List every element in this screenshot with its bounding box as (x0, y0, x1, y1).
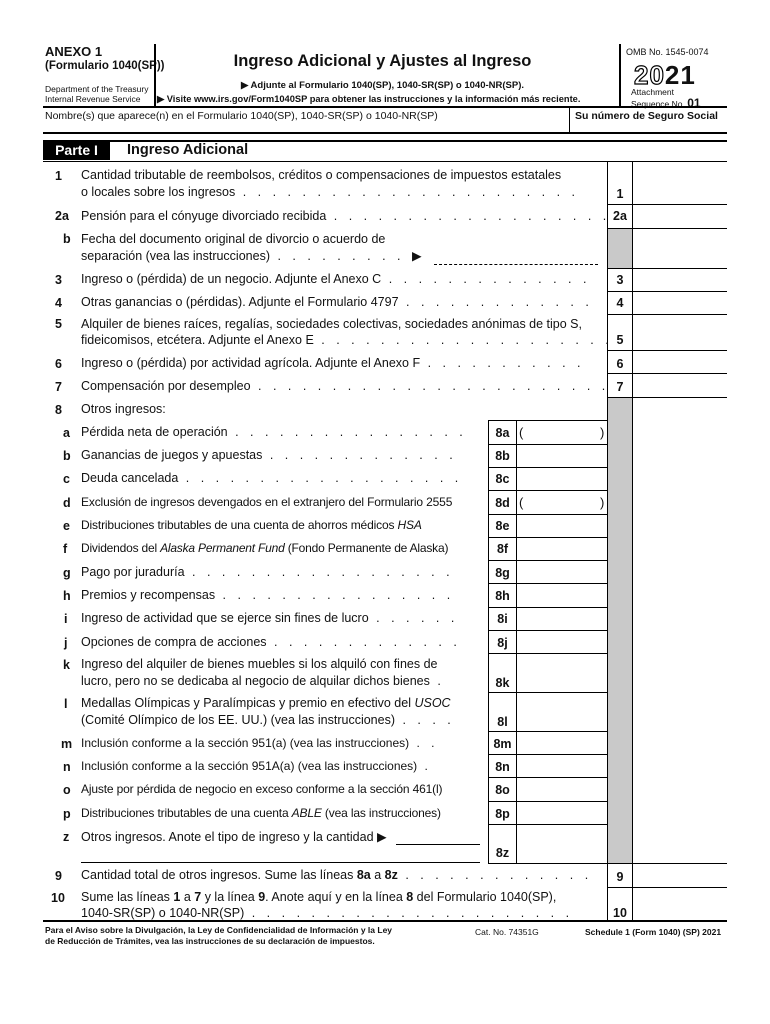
line-8i-label: Ingreso de actividad que se ejerce sin fines de lucro (81, 611, 369, 625)
line-3-box: 3 (616, 273, 624, 287)
line-8z-box: 8z (495, 846, 510, 860)
line-8n-box: 8n (495, 760, 510, 774)
line-8j-box: 8j (497, 636, 508, 650)
line-8b-label: Ganancias de juegos y apuestas (81, 448, 263, 462)
dept-line-1: Department of the Treasury (45, 84, 149, 94)
line-6-text: Ingreso o (pérdida) por actividad agrícola. Adjunte el Anexo F . . . . . . . . . . . (81, 356, 585, 370)
header-instruction-1: ▶ Adjunte al Formulario 1040(SP), 1040-SR(SP) o 1040-NR(SP). (240, 80, 525, 91)
line-8b-letter: b (63, 449, 71, 463)
line-8m-box: 8m (493, 737, 512, 751)
header-instruction-2: ▶ Visite www.irs.gov/Form1040SP para obtener las instrucciones y la información más reciente. (157, 94, 581, 104)
line-10-amount[interactable] (634, 895, 726, 919)
line-6-box: 6 (616, 357, 624, 371)
line-8i-letter: i (64, 612, 68, 626)
sequence-number: 01 (687, 96, 701, 110)
line-8g-amount[interactable] (518, 562, 606, 582)
line-4-box: 4 (616, 296, 624, 310)
line-8l-amount[interactable] (518, 694, 606, 730)
line-8h-text: Premios y recompensas . . . . . . . . . . . . . . . . (81, 588, 455, 602)
line-8k-label: lucro, pero no se dedicaba al negocio de alquilar dichos bienes (81, 674, 430, 688)
ssn-label: Su número de Seguro Social (575, 110, 718, 122)
line-8k-letter: k (63, 658, 70, 672)
line-2a-text: Pensión para el cónyuge divorciado recibida . . . . . . . . . . . . . . . . . . . (81, 209, 611, 223)
line-8e-text (81, 518, 422, 532)
line-4-number: 4 (55, 296, 62, 310)
line-10-label-mid: a (180, 890, 195, 904)
line-8c-text: Deuda cancelada . . . . . . . . . . . . . . . . . . . (81, 471, 463, 485)
line-8c-letter: c (63, 472, 70, 486)
line-6-amount[interactable] (634, 352, 726, 372)
line-10-ref-8: 8 (406, 890, 414, 904)
line-8n-label: Inclusión conforme a la sección 951A(a) (vea las instrucciones) (81, 759, 418, 773)
line-8l-italic: USOC (414, 696, 451, 710)
line-8c-box: 8c (495, 472, 510, 486)
line-8a-amount[interactable] (518, 422, 606, 443)
line-8f-text (81, 541, 448, 555)
line-3-label: Ingreso o (pérdida) de un negocio. Adjunte el Anexo C (81, 272, 382, 286)
line-8p-box: 8p (495, 807, 510, 821)
line-9-ref-8z: 8z (384, 868, 398, 882)
line-8f-label-post: (Fondo Permanente de Alaska) (284, 541, 449, 555)
sequence-text: Sequence No. (631, 99, 685, 109)
line-5-number: 5 (55, 317, 62, 331)
line-2b-text-a: Fecha del documento original de divorcio o acuerdo de (81, 232, 386, 246)
form-id (45, 44, 165, 104)
line-8e-italic: HSA (397, 518, 422, 532)
line-8c-amount[interactable] (518, 469, 606, 489)
line-8f-label: Dividendos del (81, 541, 161, 555)
line-8l-text-a (81, 696, 451, 710)
line-8z-letter: z (63, 830, 70, 844)
line-8p-label-post: (vea las instrucciones) (321, 806, 441, 820)
line-10-ref-9: 9 (258, 890, 266, 904)
line-8-number: 8 (55, 403, 62, 417)
line-8o-amount[interactable] (518, 779, 606, 800)
anexo-label: ANEXO 1 (45, 44, 103, 59)
line-4-amount[interactable] (634, 293, 726, 313)
line-4-text: Otras ganancias o (pérdidas). Adjunte el Formulario 4797 . . . . . . . . . . . . . (81, 295, 593, 309)
line-8k-text-a: Ingreso del alquiler de bienes muebles si los alquiló con fines de (81, 657, 438, 671)
line-8j-label: Opciones de compra de acciones (81, 635, 267, 649)
line-10-label-mid3: . Anote aquí y en la línea (265, 890, 407, 904)
line-1-amount[interactable] (634, 182, 726, 203)
line-9-amount[interactable] (634, 865, 726, 886)
line-5-label: fideicomisos, etcétera. Adjunte el Anexo E (81, 333, 314, 347)
line-8p-amount[interactable] (518, 803, 606, 823)
line-8p-label: Distribuciones tributables de una cuenta (81, 806, 292, 820)
line-8l-text-b: (Comité Olímpico de los EE. UU.) (vea las instrucciones) . . . . (81, 713, 455, 727)
line-8o-letter: o (63, 783, 71, 797)
line-8g-box: 8g (495, 566, 510, 580)
line-8e-letter: e (63, 519, 70, 533)
other-income-type-input[interactable] (396, 831, 480, 845)
paren-close-8a: ) (600, 425, 605, 440)
line-8b-text: Ganancias de juegos y apuestas . . . . . . . . . . . . . (81, 448, 457, 462)
other-income-type-input-2[interactable] (81, 850, 480, 863)
line-8d-letter: d (63, 496, 71, 510)
line-8m-letter: m (61, 737, 73, 751)
line-8a-label: Pérdida neta de operación (81, 425, 228, 439)
line-8l-box: 8l (497, 715, 508, 729)
line-8p-italic: ABLE (291, 806, 322, 820)
schedule-footer: Schedule 1 (Form 1040) (SP) 2021 (585, 927, 722, 937)
line-8z-amount[interactable] (518, 826, 606, 862)
paren-open-8a: ( (519, 425, 524, 440)
line-1-number: 1 (55, 169, 62, 183)
line-7-text: Compensación por desempleo . . . . . . . . . . . . . . . . . . . . . . . . (81, 379, 610, 393)
line-3-amount[interactable] (634, 270, 726, 290)
form-title: Ingreso Adicional y Ajustes al Ingreso (233, 52, 532, 70)
line-8n-amount[interactable] (518, 756, 606, 776)
line-10-label-b: 1040-SR(SP) o 1040-NR(SP) (81, 906, 245, 920)
line-9-number: 9 (55, 869, 62, 883)
line-8l-label-b: (Comité Olímpico de los EE. UU.) (vea las instrucciones) (81, 713, 395, 727)
line-2a-amount[interactable] (634, 206, 726, 227)
omb-number: OMB No. 1545-0074 (626, 47, 709, 57)
line-8z-text: Otros ingresos. Anote el tipo de ingreso y la cantidad ▶ (81, 830, 387, 844)
line-8d-box: 8d (495, 496, 510, 510)
tax-year-outline: 20 (634, 60, 665, 90)
line-8l-label: Medallas Olímpicas y Paralímpicas y premio en efectivo del (81, 696, 415, 710)
line-8n-text: Inclusión conforme a la sección 951A(a) (vea las instrucciones) . (81, 759, 432, 773)
line-8p-letter: p (63, 807, 71, 821)
line-9-text: Cantidad total de otros ingresos. Sume las líneas 8a a 8z . . . . . . . . . . . . . (81, 868, 593, 882)
line-8e-box: 8e (495, 519, 510, 533)
line-8m-label: Inclusión conforme a la sección 951(a) (vea las instrucciones) (81, 736, 410, 750)
line-8g-text: Pago por juraduría . . . . . . . . . . . . . . . . . . (81, 565, 454, 579)
line-1-text-b-label: o locales sobre los ingresos (81, 185, 236, 199)
paren-open-8d: ( (519, 495, 524, 510)
line-8i-text: Ingreso de actividad que se ejerce sin fines de lucro . . . . . . (81, 611, 459, 625)
shade-2b (608, 228, 632, 268)
tax-year-bold: 21 (664, 60, 696, 90)
line-9-label: Cantidad total de otros ingresos. Sume las líneas (81, 868, 357, 882)
line-7-label: Compensación por desempleo (81, 379, 251, 393)
line-8e-amount[interactable] (518, 516, 606, 536)
paren-close-8d: ) (600, 495, 605, 510)
line-8j-letter: j (64, 636, 68, 650)
line-10-ref-1: 1 (173, 890, 181, 904)
line-2b-text-b: separación (vea las instrucciones) . . . . . . . . . ▶ (81, 249, 426, 263)
line-3-text: Ingreso o (pérdida) de un negocio. Adjunte el Anexo C . . . . . . . . . . . . . . (81, 272, 591, 286)
line-9-box: 9 (616, 870, 624, 884)
line-8p-text (81, 806, 441, 820)
part-title: Ingreso Adicional (127, 142, 249, 158)
line-10-number: 10 (51, 891, 65, 905)
dept-line-2: Internal Revenue Service (45, 94, 141, 104)
line-8g-label: Pago por juraduría (81, 565, 185, 579)
line-9-label-mid: a (370, 868, 385, 882)
line-10-label-mid2: y la línea (201, 890, 259, 904)
line-7-amount[interactable] (634, 375, 726, 396)
line-8k-amount[interactable] (518, 655, 606, 691)
line-8d-text: Exclusión de ingresos devengados en el extranjero del Formulario 2555 (81, 495, 453, 509)
line-8j-text: Opciones de compra de acciones . . . . . . . . . . . . . (81, 635, 461, 649)
line-7-box: 7 (616, 380, 624, 394)
part-tag: Parte I (43, 141, 110, 160)
line-8m-text: Inclusión conforme a la sección 951(a) (vea las instrucciones) . . (81, 736, 439, 750)
line-8h-amount[interactable] (518, 585, 606, 606)
line-9-ref-8a: 8a (356, 868, 371, 882)
line-8m-amount[interactable] (518, 733, 606, 753)
line-8i-box: 8i (497, 612, 508, 626)
line-5-box: 5 (616, 333, 624, 347)
line-2a-box: 2a (613, 209, 627, 223)
line-8f-amount[interactable] (518, 539, 606, 559)
line-8f-box: 8f (496, 542, 509, 556)
privacy-notice-1: Para el Aviso sobre la Divulgación, la Ley de Confidencialidad de Información y la Ley (45, 925, 393, 935)
line-8l-letter: l (64, 697, 68, 711)
line-8k-box: 8k (495, 676, 510, 690)
line-10-label-post: del Formulario 1040(SP), (413, 890, 557, 904)
line-8o-box: 8o (495, 783, 510, 797)
form-ref: (Formulario 1040(SP)) (45, 60, 165, 72)
line-5-text-b: fideicomisos, etcétera. Adjunte el Anexo E . . . . . . . . . . . . . . . . . . . . (81, 333, 613, 347)
line-8b-box: 8b (495, 449, 510, 463)
line-10-box: 10 (613, 906, 627, 920)
attachment-label: Attachment (631, 87, 674, 97)
line-7-number: 7 (55, 380, 62, 394)
line-10-text-b: 1040-SR(SP) o 1040-NR(SP) . . . . . . . . . . . . . . . . . . . . . . (81, 906, 574, 920)
line-1-box: 1 (616, 187, 624, 201)
line-1-text-a: Cantidad tributable de reembolsos, créditos o compensaciones de impuestos estatales (81, 168, 562, 182)
line-5-amount[interactable] (634, 328, 726, 349)
shade-8 (608, 397, 632, 863)
line-8e-label: Distribuciones tributables de una cuenta de ahorros médicos (81, 518, 398, 532)
line-10-ref-7: 7 (194, 890, 202, 904)
line-3-number: 3 (55, 273, 62, 287)
line-8-text: Otros ingresos: (81, 402, 166, 416)
line-5-text-a: Alquiler de bienes raíces, regalías, sociedades colectivas, sociedades anónimas de tipo S, (81, 317, 582, 331)
catalog-number: Cat. No. 74351G (475, 927, 539, 937)
name-input[interactable] (44, 122, 568, 132)
names-label: Nombre(s) que aparece(n) en el Formulario 1040(SP), 1040-SR(SP) o 1040-NR(SP) (45, 110, 438, 122)
line-2a-label: Pensión para el cónyuge divorciado recibida (81, 209, 327, 223)
line-8j-amount[interactable] (518, 632, 606, 652)
line-8f-italic: Alaska Permanent Fund (160, 541, 285, 555)
line-8k-text-b: lucro, pero no se dedicaba al negocio de alquilar dichos bienes . (81, 674, 445, 688)
line-8n-letter: n (63, 760, 71, 774)
line-2a-number: 2a (55, 209, 69, 223)
line-10-label: Sume las líneas (81, 890, 174, 904)
line-8a-box: 8a (495, 426, 510, 440)
line-1-text-b: o locales sobre los ingresos . . . . . . . . . . . . . . . . . . . . . . . (81, 185, 580, 199)
line-8b-amount[interactable] (518, 446, 606, 466)
line-8h-letter: h (63, 589, 71, 603)
line-8d-amount[interactable] (518, 492, 606, 513)
line-8h-label: Premios y recompensas (81, 588, 216, 602)
line-8o-text: Ajuste por pérdida de negocio en exceso conforme a la sección 461(l) (81, 782, 443, 796)
line-4-label: Otras ganancias o (pérdidas). Adjunte el Formulario 4797 (81, 295, 399, 309)
line-8c-label: Deuda cancelada (81, 471, 179, 485)
line-6-number: 6 (55, 357, 62, 371)
line-6-label: Ingreso o (pérdida) por actividad agrícola. Adjunte el Anexo F (81, 356, 421, 370)
line-2b-label: separación (vea las instrucciones) (81, 249, 270, 263)
line-8i-amount[interactable] (518, 609, 606, 629)
line-8a-text: Pérdida neta de operación . . . . . . . . . . . . . . . . (81, 425, 467, 439)
line-8g-letter: g (63, 566, 71, 580)
privacy-notice-2: de Reducción de Trámites, vea las instrucciones de su declaración de impuestos. (45, 936, 375, 946)
line-8h-box: 8h (495, 589, 510, 603)
line-2b-letter: b (63, 232, 71, 246)
line-8a-letter: a (63, 426, 70, 440)
line-10-text-a (81, 890, 556, 904)
line-8f-letter: f (63, 542, 68, 556)
ssn-input[interactable] (571, 122, 726, 132)
divorce-date-input[interactable] (434, 250, 598, 265)
